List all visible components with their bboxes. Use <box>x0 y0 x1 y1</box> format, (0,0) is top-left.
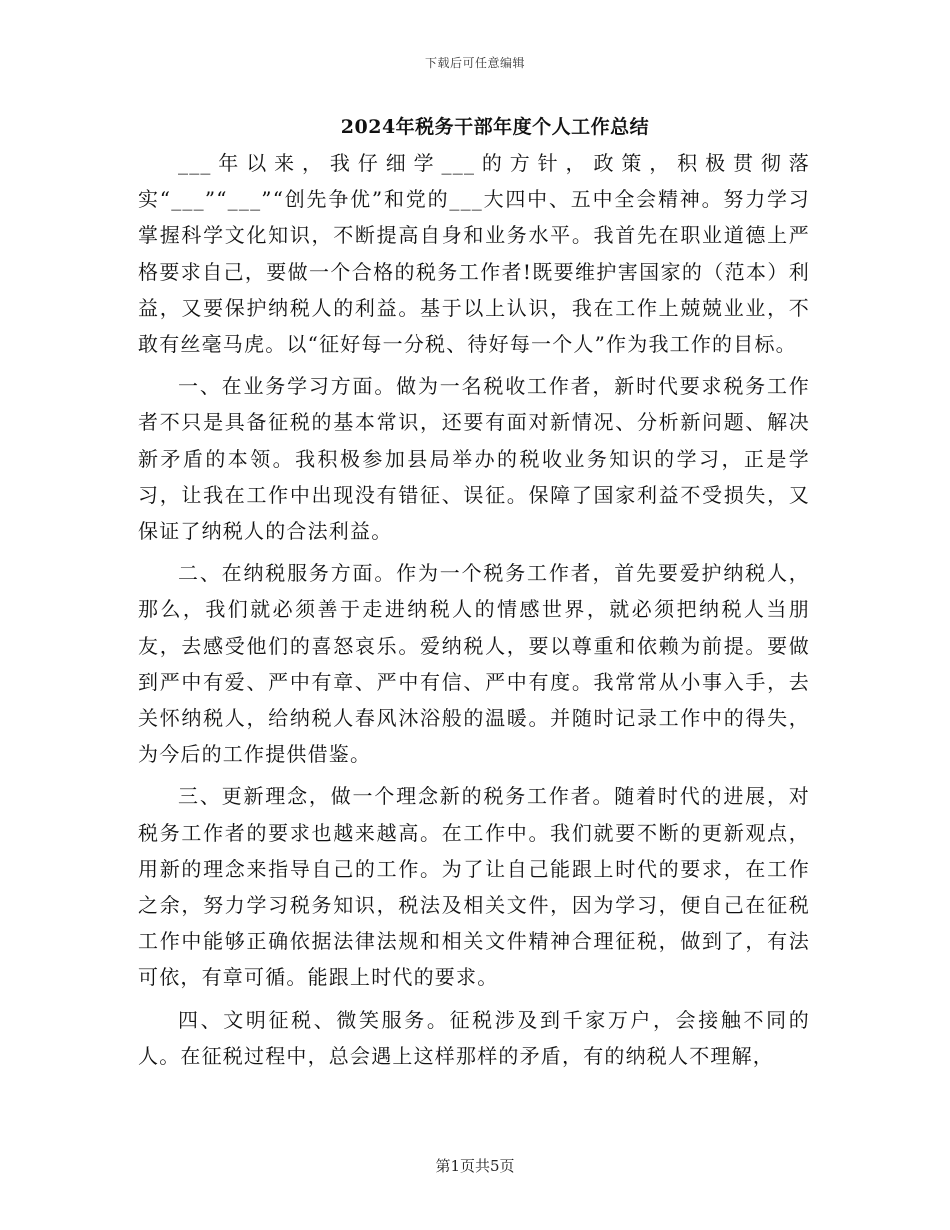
document-body <box>138 145 810 1080</box>
paragraph-tax-service: 二、在纳税服务方面。作为一个税务工作者，首先要爱护纳税人，那么，我们就必须善于走进纳税人的情感世界，就必须把纳税人当朋友，去感受他们的喜怒哀乐。爱纳税人，要以尊重和依赖为前提。要做到严中有爱、严中有章、严中有信、严中有度。我常常从小事入手，去关怀纳税人，给纳税人春风沐浴般的温暖。并随时记录工作中的得失，为今后的工作提供借鉴。 <box>138 561 810 767</box>
paragraph-business-study: 一、在业务学习方面。做为一名税收工作者，新时代要求税务工作者不只是具备征税的基本常识，还要有面对新情况、分析新问题、解决新矛盾的本领。我积极参加县局举办的税收业务知识的学习，正是学习，让我在工作中出现没有错征、误征。保障了国家利益不受损失，又保证了纳税人的合法利益。 <box>138 374 810 544</box>
paragraph-intro: ___年以来，我仔细学___的方针，政策，积极贯彻落实“___”“___”“创先争优”和党的___大四中、五中全会精神。努力学习掌握科学文化知识，不断提高自身和业务水平。我首先在职业道德上严格要求自己，要做一个合格的税务工作者!既要维护害国家的（范本）利益，又要保护纳税人的利益。基于以上认识，我在工作上兢兢业业，不敢有丝毫马虎。以“征好每一分税、待好每一个人”作为我工作的目标。 <box>138 151 810 357</box>
page-indicator: 第1页共5页 <box>435 1157 515 1175</box>
document-title: 2024年税务干部年度个人工作总结 <box>340 116 650 138</box>
header-note: 下载后可任意编辑 <box>424 56 525 70</box>
paragraph-update-ideas: 三、更新理念，做一个理念新的税务工作者。随着时代的进展，对税务工作者的要求也越来越高。在工作中。我们就要不断的更新观点，用新的理念来指导自己的工作。为了让自己能跟上时代的要求，在工作之余，努力学习税务知识，税法及相关文件，因为学习，便自己在征税工作中能够正确依据法律法规和相关文件精神合理征税，做到了，有法可依，有章可循。能跟上时代的要求。 <box>138 784 810 990</box>
paragraph-civilized-service: 四、文明征税、微笑服务。征税涉及到千家万户，会接触不同的人。在征税过程中，总会遇上这样那样的矛盾，有的纳税人不理解， <box>138 1007 810 1068</box>
